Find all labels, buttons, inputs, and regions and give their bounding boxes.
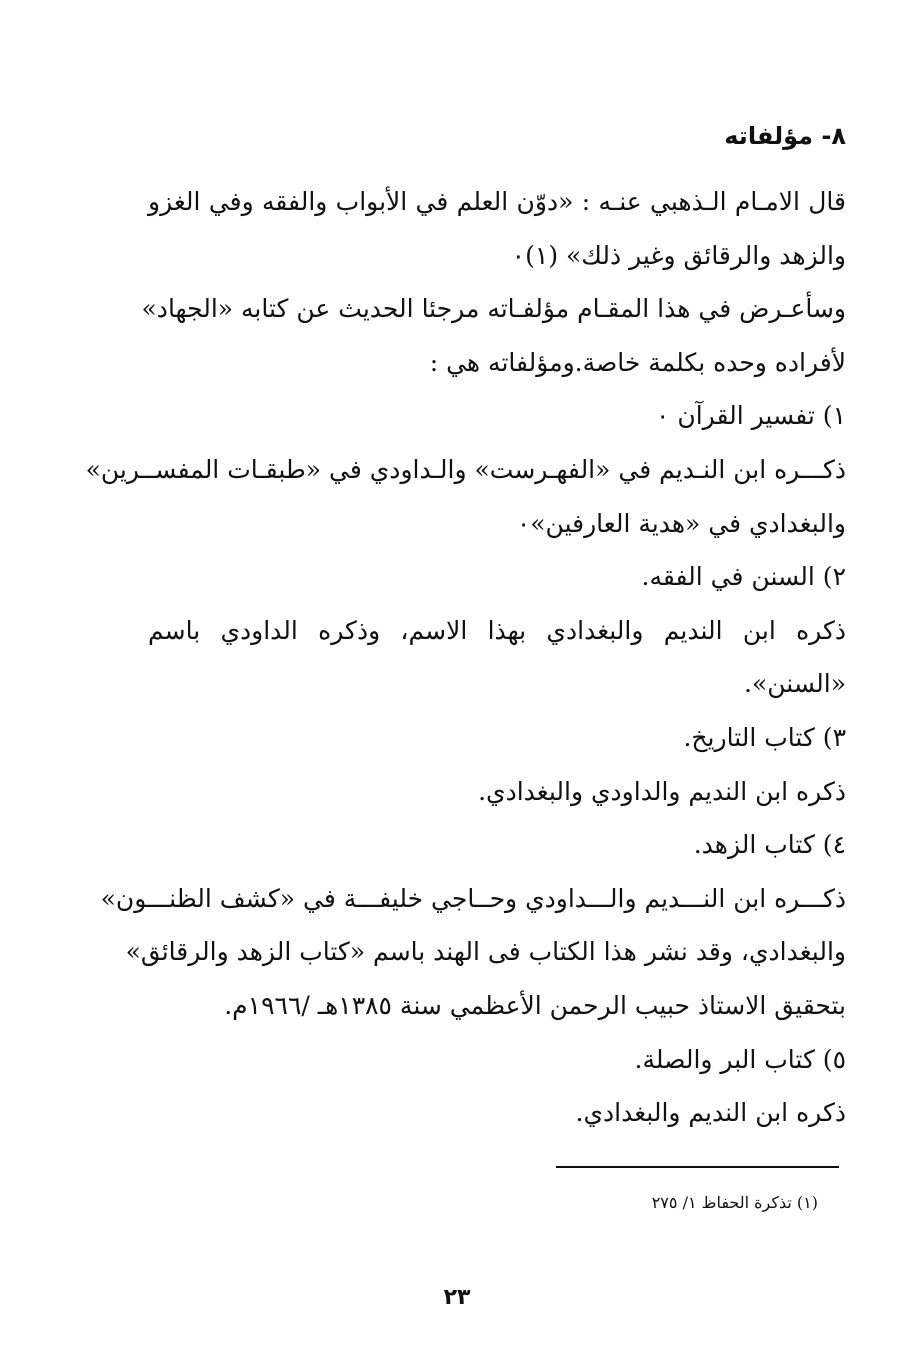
list-item-2-note-line-1: ذكره ابن النديم والبغدادي بهذا الاسم، وذكره الداودي باسم <box>148 615 846 645</box>
list-item-1-note-line-2: والبغدادي في «هدية العارفين»٠ <box>516 508 846 538</box>
list-item-5-note: ذكره ابن النديم والبغدادي. <box>575 1098 846 1128</box>
list-item-4-note-line-1: ذكـــره ابن النـــديم والـــداودي وحــاجي خليفـــة في «كشف الظنـــون» <box>100 883 846 913</box>
section-heading: ٨- مؤلفاته <box>724 122 846 150</box>
list-item-4-title: ٤) كتاب الزهد. <box>693 830 846 860</box>
list-item-4-note-line-2: والبغدادي، وقد نشر هذا الكتاب فى الهند باسم «كتاب الزهد والرقائق» <box>125 937 846 967</box>
footnote-separator <box>556 1166 839 1168</box>
paragraph-line-3: وسأعـرض في هذا المقـام مؤلفـاته مرجئا الحديث عن كتابه «الجهاد» <box>141 294 846 324</box>
footnote: (١) تذكرة الحفاظ ١/ ٢٧٥ <box>651 1193 818 1212</box>
paragraph-line-4: لأفراده وحده بكلمة خاصة.ومؤلفاته هي : <box>429 347 846 377</box>
list-item-4-note-line-3: بتحقيق الاستاذ حبيب الرحمن الأعظمي سنة ١٣٨٥هـ /١٩٦٦م. <box>224 991 846 1020</box>
paragraph-line-2: والزهد والرقائق وغير ذلك» (١)٠ <box>511 240 846 270</box>
list-item-3-note: ذكره ابن النديم والداودي والبغدادي. <box>478 776 846 806</box>
list-item-5-title: ٥) كتاب البر والصلة. <box>634 1044 846 1074</box>
paragraph-line-1: قال الامـام الـذهبي عنـه : «دوّن العلم في الأبواب والفقه وفي الغزو <box>148 187 846 216</box>
list-item-2-title: ٢) السنن في الفقه. <box>641 562 846 592</box>
list-item-1-note-line-1: ذكـــره ابن النـديم في «الفهـرست» والـداودي في «طبقـات المفســرين» <box>85 455 846 484</box>
list-item-1-title: ١) تفسير القرآن ٠ <box>655 401 846 431</box>
list-item-2-note-line-2: «السنن». <box>744 669 846 699</box>
list-item-3-title: ٣) كتاب التاريخ. <box>683 723 846 752</box>
page-number: ٢٣ <box>443 1285 471 1310</box>
